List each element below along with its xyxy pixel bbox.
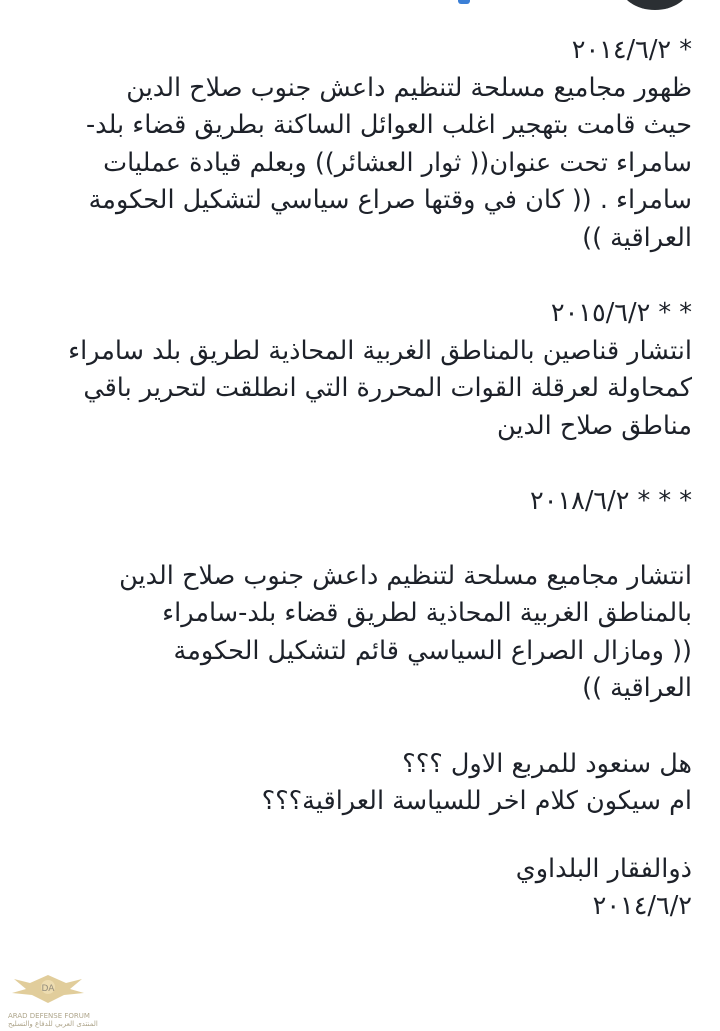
text-line: سامراء . (( كان في وقتها صراع سياسي لتشكيل الحكومة [88, 185, 692, 215]
text-line: انتشار مجاميع مسلحة لتنظيم داعش جنوب صلاح الدين [119, 560, 692, 591]
text-line: العراقية )) [582, 673, 692, 703]
profile-avatar[interactable] [620, 0, 690, 10]
watermark-subtitle: المنتدى العربي للدفاع والتسليح [8, 1020, 98, 1028]
section-date-header: * * * ٢٠١٨/٦/٢ [530, 486, 692, 516]
author-name: ذوالفقار البلداوي [515, 853, 692, 884]
section-2014 [12, 32, 692, 257]
blue-indicator [458, 0, 470, 4]
question-line: ام سيكون كلام اخر للسياسة العراقية؟؟؟ [261, 786, 692, 816]
signature [12, 851, 692, 926]
signature-date: ٢٠١٤/٦/٢ [592, 891, 692, 921]
forum-watermark-logo [8, 969, 98, 1029]
text-line: ظهور مجاميع مسلحة لتنظيم داعش جنوب صلاح الدين [126, 72, 692, 103]
text-line: العراقية )) [582, 222, 692, 253]
question-line: هل سنعود للمربع الاول ؟؟؟ [402, 748, 692, 779]
svg-text:DA: DA [41, 984, 55, 994]
text-line: مناطق صلاح الدين [497, 410, 692, 441]
section-2018 [12, 483, 692, 708]
section-2015 [12, 295, 692, 445]
top-bar-fragment [0, 0, 720, 8]
watermark-name: ARAD DEFENSE FORUM [8, 1012, 90, 1020]
post-text [12, 32, 692, 926]
section-date-header: * ٢٠١٤/٦/٢ [571, 35, 692, 65]
text-line: سامراء تحت عنوان(( ثوار العشائر)) وبعلم قيادة عمليات [103, 147, 692, 178]
eagle-logo-icon [8, 969, 88, 1011]
text-line: حيث قامت بتهجير اغلب العوائل الساكنة بطريق قضاء بلد- [85, 110, 692, 140]
text-line: (( ومازال الصراع السياسي قائم لتشكيل الحكومة [173, 635, 692, 666]
section-date-header: * * ٢٠١٥/٦/٢ [550, 298, 692, 328]
text-line: كمحاولة لعرقلة القوات المحررة التي انطلقت لتحرير باقي [83, 373, 692, 403]
text-line: انتشار قناصين بالمناطق الغربية المحاذية لطريق بلد سامراء [68, 335, 692, 366]
text-line: بالمناطق الغربية المحاذية لطريق قضاء بلد-سامراء [162, 598, 692, 628]
questions [12, 746, 692, 821]
